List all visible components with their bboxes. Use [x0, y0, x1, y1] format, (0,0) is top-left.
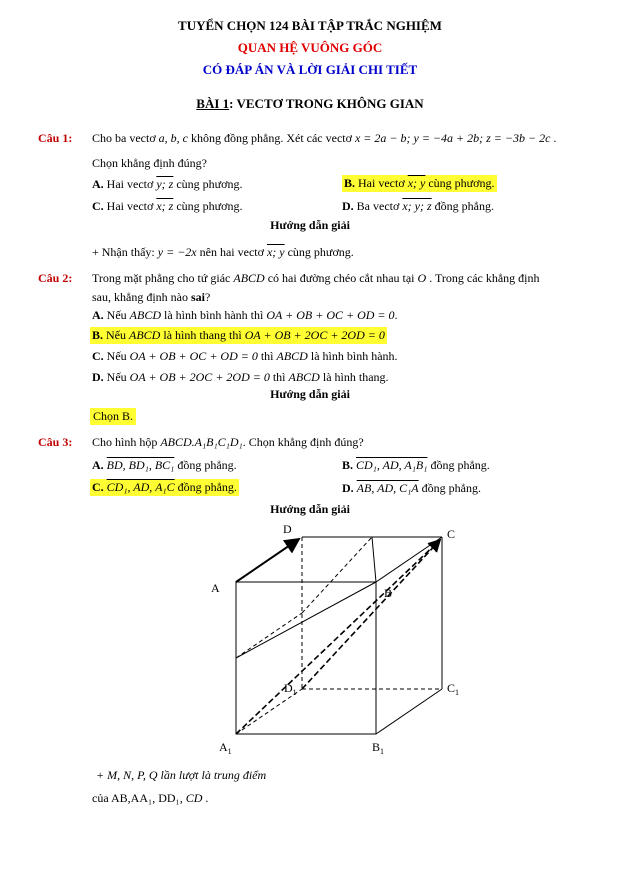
label-d1: $D_1$	[284, 681, 297, 697]
doc-title: TUYỂN CHỌN 124 BÀI TẬP TRẮC NGHIỆM	[178, 18, 442, 33]
label-a: A	[211, 581, 220, 595]
q3-option-c: C. CD₁, AD, A₁C đồng phẳng.	[92, 480, 237, 494]
section-line-back	[302, 537, 372, 613]
q1-solution-heading: Hướng dẫn giải	[270, 218, 350, 232]
label-c1: $C_1$	[447, 681, 460, 697]
q1-option-b: B. Hai vectơ x; y cùng phương.	[344, 176, 495, 190]
q3-option-a: A. BD, BD₁, BC₁ đồng phẳng.	[92, 458, 237, 472]
q2-option-a: A. Nếu ABCD là hình bình hành thì OA + OB + OC + OD = 0.	[92, 308, 398, 322]
label-d: D	[283, 522, 292, 536]
q1-solution: + Nhận thấy: y = −2x nên hai vectơ x; y cùng phương.	[92, 245, 354, 259]
q1-option-c: C. Hai vectơ x; z cùng phương.	[92, 199, 243, 213]
edge-bc	[376, 537, 442, 582]
doc-subtitle-2: CÓ ĐÁP ÁN VÀ LỜI GIẢI CHI TIẾT	[202, 62, 418, 77]
q3-note-line1: + M, N, P, Q lần lượt là trung điểm	[96, 768, 267, 782]
label-b1: $B_1$	[372, 740, 385, 756]
front-face	[236, 582, 376, 734]
q2-option-d: D. Nếu OA + OB + 2OC + 2OD = 0 thì ABCD là hình thang.	[92, 370, 389, 384]
vector-d1c	[302, 540, 440, 689]
q2-option-b: B. Nếu ABCD là hình thang thì OA + OB + 2OC + 2OD = 0	[92, 328, 385, 342]
label-b: B	[384, 586, 393, 600]
q2-option-c: C. Nếu OA + OB + OC + OD = 0 thì ABCD là hình bình hành.	[92, 349, 398, 363]
label-c: C	[447, 527, 456, 541]
q1-option-a: A. Hai vectơ y; z cùng phương.	[92, 177, 243, 191]
question-2-label: Câu 2:	[38, 271, 73, 285]
q3-note-line2: của AB,AA₁, DD₁, CD .	[92, 791, 209, 805]
doc-subtitle: QUAN HỆ VUÔNG GÓC	[237, 40, 383, 55]
question-3-stem: Cho hình hộp ABCD.A₁B₁C₁D₁. Chọn khẳng định đúng?	[92, 435, 364, 449]
section-line-top	[372, 537, 376, 582]
q2-solution-heading: Hướng dẫn giải	[270, 387, 350, 401]
q2-answer: Chọn B.	[90, 408, 136, 425]
vector-ad	[236, 539, 299, 582]
q3-option-b: B. CD₁, AD, A₁B₁ đồng phẳng.	[342, 458, 490, 472]
label-a1: $A_1$	[219, 740, 232, 756]
q3-option-d: D. AB, AD, C₁A đồng phẳng.	[342, 481, 481, 495]
q1-option-d: D. Ba vectơ x; y; z đồng phẳng.	[342, 199, 494, 213]
section-line-left	[236, 613, 302, 658]
lesson-heading: BÀI 1: VECTƠ TRONG KHÔNG GIAN	[196, 96, 424, 111]
question-1-label: Câu 1:	[38, 131, 73, 145]
q3-solution-heading: Hướng dẫn giải	[270, 502, 350, 516]
question-3-label: Câu 3:	[38, 435, 73, 449]
question-1-ask: Chọn khẳng định đúng?	[92, 156, 207, 170]
question-2-stem-line2: sau, khẳng định nào sai?	[92, 290, 211, 304]
edge-b1c1	[376, 689, 442, 734]
question-1-stem: Cho ba vectơ a, b, c không đồng phẳng. Xét các vectơ x = 2a − b; y = −4a + 2b; z = −3b − 2c .	[92, 131, 557, 145]
question-2-stem-line1: Trong mặt phẳng cho tứ giác ABCD có hai đường chéo cắt nhau tại O . Trong các khẳng định	[92, 271, 540, 285]
